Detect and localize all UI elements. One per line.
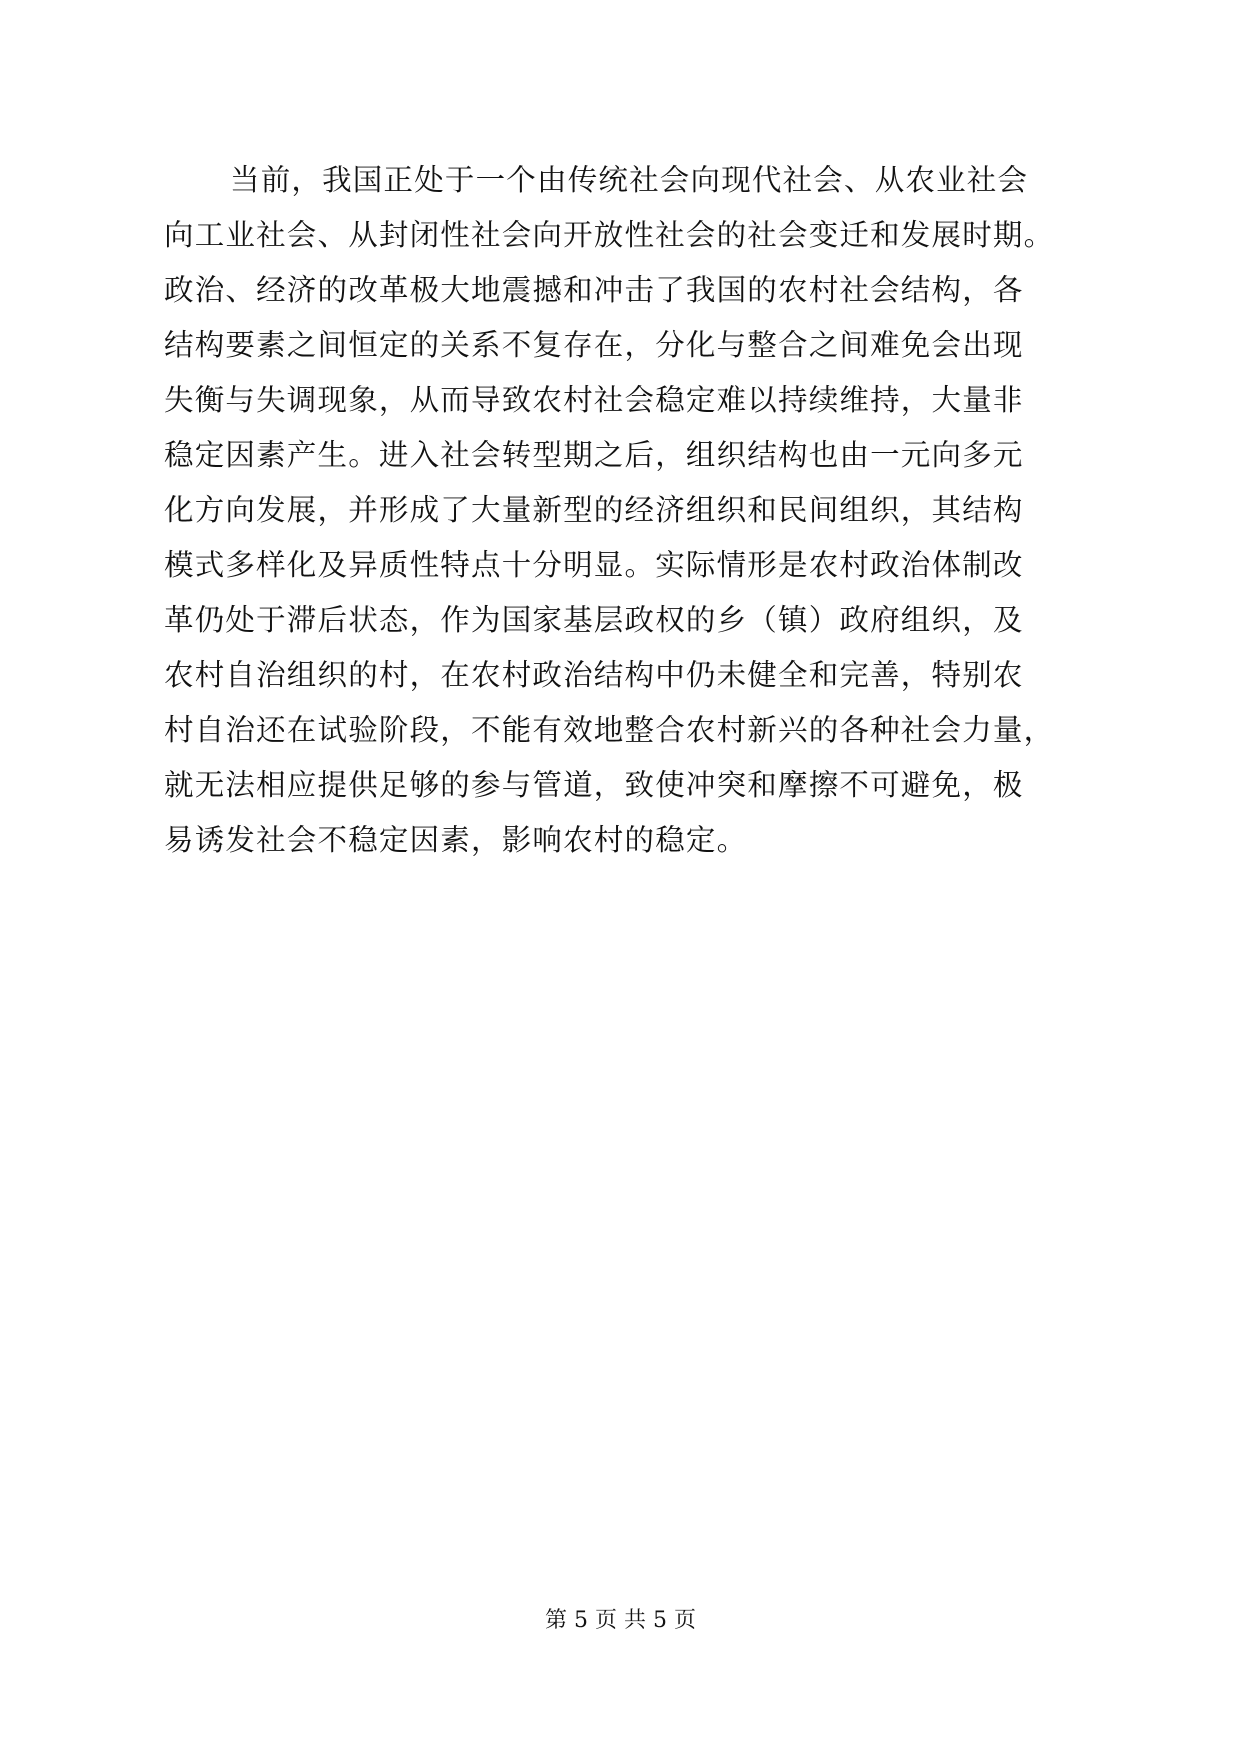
page-number-footer: 第 5 页 共 5 页 (545, 1608, 696, 1633)
paragraph-line: 就无法相应提供足够的参与管道，致使冲突和摩擦不可避免，极 (164, 768, 1024, 802)
paragraph-line: 农村自治组织的村，在农村政治结构中仍未健全和完善，特别农 (164, 658, 1024, 692)
paragraph-line: 革仍处于滞后状态，作为国家基层政权的乡（镇）政府组织，及 (164, 603, 1024, 637)
paragraph-line: 结构要素之间恒定的关系不复存在，分化与整合之间难免会出现 (164, 328, 1024, 362)
paragraph-line: 向工业社会、从封闭性社会向开放性社会的社会变迁和发展时期。 (164, 218, 1055, 252)
paragraph-line: 村自治还在试验阶段，不能有效地整合农村新兴的各种社会力量， (164, 713, 1055, 747)
paragraph-line: 化方向发展，并形成了大量新型的经济组织和民间组织，其结构 (164, 493, 1024, 527)
paragraph-line: 政治、经济的改革极大地震撼和冲击了我国的农村社会结构，各 (164, 273, 1024, 307)
paragraph-line: 易诱发社会不稳定因素，影响农村的稳定。 (164, 823, 748, 857)
paragraph-line: 稳定因素产生。进入社会转型期之后，组织结构也由一元向多元 (164, 438, 1024, 472)
paragraph-line: 模式多样化及异质性特点十分明显。实际情形是农村政治体制改 (164, 548, 1024, 582)
paragraph-line: 当前，我国正处于一个由传统社会向现代社会、从农业社会 (230, 163, 1029, 197)
paragraph-line: 失衡与失调现象，从而导致农村社会稳定难以持续维持，大量非 (164, 383, 1024, 417)
